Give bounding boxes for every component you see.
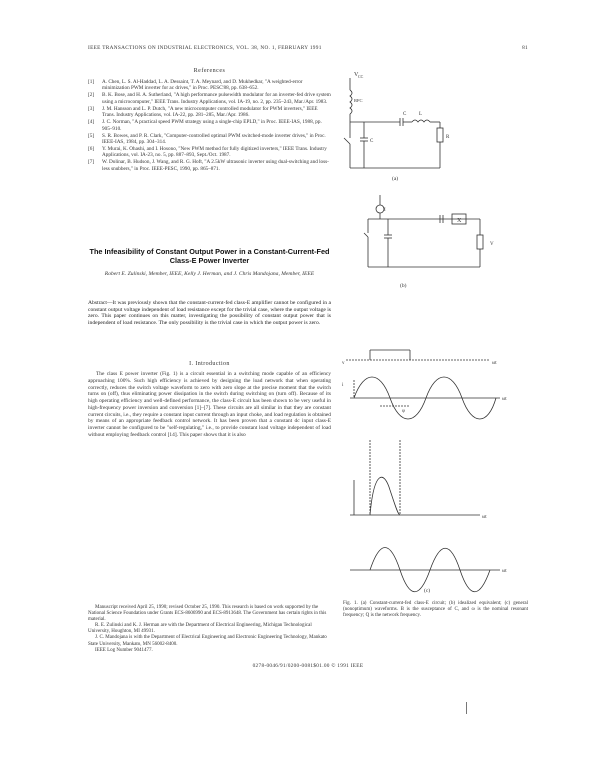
reference-number: [5] [88, 132, 95, 139]
footnote-item: J. C. Mandojana is with the Department of Electrical Engineering and Electronic Engineering Technology, Mankato State University, Mankato, MN 56002-8400. [88, 635, 327, 647]
label-vo: V [490, 242, 494, 247]
reference-item [88, 159, 331, 172]
reference-number: [4] [88, 119, 95, 126]
reference-item [88, 92, 331, 105]
reference-text: J. C. Norman, "A practical speed PWM strategy using a single-chip EPLD," in Proc. IEEE-IAS, 1988, pp. 905–910. [102, 119, 322, 132]
label-r: R [446, 135, 450, 140]
journal-citation: IEEE TRANSACTIONS ON INDUSTRIAL ELECTRONICS, VOL. 38, NO. 1, FEBRUARY 1991 [88, 45, 322, 51]
reference-text: W. Dolinar, B. Hudson, J. Wang, and R. G. Hoft, "A 2.5kW ultrasonic inverter using dual-switching and loss-less snubbers," in Proc. IEEE-PESC, 1990, pp. 865–871. [102, 159, 329, 172]
label-wt-bottom: ωt [502, 569, 507, 574]
footnotes [88, 605, 331, 654]
footnote-item: R. E. Zulinski and K. J. Herman are with the Department of Electrical Engineering, Michigan Technological University, Houghton, MI 49931. [88, 623, 312, 635]
label-vcc: V [354, 72, 359, 78]
reference-text: A. Chen, L. S. Al-Haddad, L. A. Dessaint, T. A. Meynard, and D. Mukhedkar, "A weighted-error minimization PWM inverter for ac drives," in Proc. PESC'88, pp. 638–652. [102, 79, 303, 92]
figure-circuit-a [340, 60, 530, 190]
label-sub-c: (c) [424, 588, 431, 594]
footnote-item: Manuscript received April 25, 1990; revised October 25, 1990. This research is based on work supported by the National Science Foundation under Grants ECS-8606990 and ECS-8913648. The Government has certain rights in this material. [88, 605, 327, 623]
label-v-axis: v [342, 361, 345, 366]
reference-text: Y. Murai, K. Ohashi, and I. Hosono, "New PWM method for fully digitized inverters," IEEE Trans. Industry Applications, vol. IA-23, no. 5, pp. 887–893, Sept./Oct. 1987. [102, 146, 327, 159]
section-heading: I. Introduction [189, 361, 230, 367]
reference-item [88, 79, 331, 92]
label-x: X [457, 218, 462, 224]
label-c-series: C [403, 112, 407, 117]
margin-mark [466, 702, 467, 714]
reference-number: [3] [88, 105, 95, 112]
label-sub-a: (a) [392, 176, 399, 182]
reference-number: [2] [88, 92, 95, 99]
abstract: Abstract—It was previously shown that the constant-current-fed class-E amplifier cannot be configured in a constant output voltage independent of load resistance except for the trivial case, where the output voltage is zero. This paper continues on this matter, investigating the possibility of constant output power that is independent of load resistance. The only possibility is the trivial case in which the output power is zero. [88, 300, 331, 326]
reference-text: S. R. Bowes, and P. R. Clark, "Computer-controlled optimal PWM switched-mode inverter drives," in Proc. IEEE-IAS, 1984, pp. 304–314. [102, 132, 326, 146]
figure-waveforms-c [340, 330, 530, 600]
reference-list [88, 79, 331, 173]
reference-item [88, 133, 331, 146]
paper-title: The Infeasibility of Constant Output Power in a Constant-Current-Fed Class-E Power Inverter [89, 247, 330, 265]
reference-number: [1] [88, 79, 95, 85]
authors: Robert E. Zulinski, Member, IEEE, Kelly J. Herman, and J. Chris Mandojana, Member, IEEE [104, 271, 315, 277]
reference-item [88, 106, 331, 119]
reference-number: [7] [88, 159, 95, 166]
label-wt-top: ωt [492, 361, 497, 366]
reference-text: J. M. Hansson and L. P. Dutch, "A new microcomputer controlled modulator for PWM inverters," IEEE Trans. Industry Applications, vol. IA-22, pp. 281–285, Mar./Apr. 1986. [102, 105, 318, 119]
label-sub-b: (b) [400, 283, 407, 289]
reference-text: B. K. Bose, and H. A. Sutherland, "A high performance pulsewidth modulator for an inverter-fed drive system using a microcomputer," IEEE Trans. Industry Applications, vol. IA-19, no. 2, pp. 235–243, Mar./Apr. 1983. [102, 92, 331, 105]
reference-number: [6] [88, 146, 95, 153]
label-i-axis: i [342, 383, 344, 388]
reference-item [88, 119, 331, 132]
copyright-line: 0278-0046/91/0200-0081$01.00 © 1991 IEEE [252, 663, 364, 669]
label-ic: I [384, 208, 386, 213]
footnote-item: IEEE Log Number 9041477. [95, 647, 153, 653]
body-paragraph: The class E power inverter (Fig. 1) is a circuit essential in a switching mode capable of an efficiency approaching 100%. Such high efficiency is achieved by designing the load network that when operating correctly, reduces the switch voltage waveform to zero with zero slope at the precise moment that the switch turns on (off), thus eliminating power dissipation in the switch during switching on (turn off). Because of its high operating efficiency and well-defined performance, the class-E circuit has been shown to be very useful in high-frequency power inversion and conversion [1]–[7]. These circuits are all similar in that they are constant current circuits, i.e., they require a constant input current through an input choke, and load regulation is obtained by means of an appropriate feedback control network. It has been proven that a constant dc input class-E inverter cannot be configured to be "self-regulating," i.e., to provide constant load voltage independent of load without employing feedback control [14]. This paper shows that it is also [88, 371, 331, 438]
label-wt-mid: ωt [502, 397, 507, 402]
running-head [88, 45, 528, 51]
label-phi: φ [402, 409, 405, 414]
figure-caption: Fig. 1. (a) Constant-current-fed class-E circuit; (b) idealized equivalent; (c) general (nonoptimum) waveforms. B is the susceptance of C, and ω is the nominal resonant frequency; Q is the network frequency. [343, 601, 528, 619]
label-l: L [419, 112, 423, 117]
label-c-shunt: C [370, 139, 374, 144]
label-rfc: RFC [354, 98, 363, 103]
reference-item [88, 146, 331, 159]
page-number: 81 [522, 45, 528, 51]
label-vcc-sub: CC [358, 74, 364, 79]
label-wt-switch: ωt [482, 515, 487, 520]
figure-circuit-b [340, 185, 530, 305]
references-heading: References [193, 68, 226, 74]
